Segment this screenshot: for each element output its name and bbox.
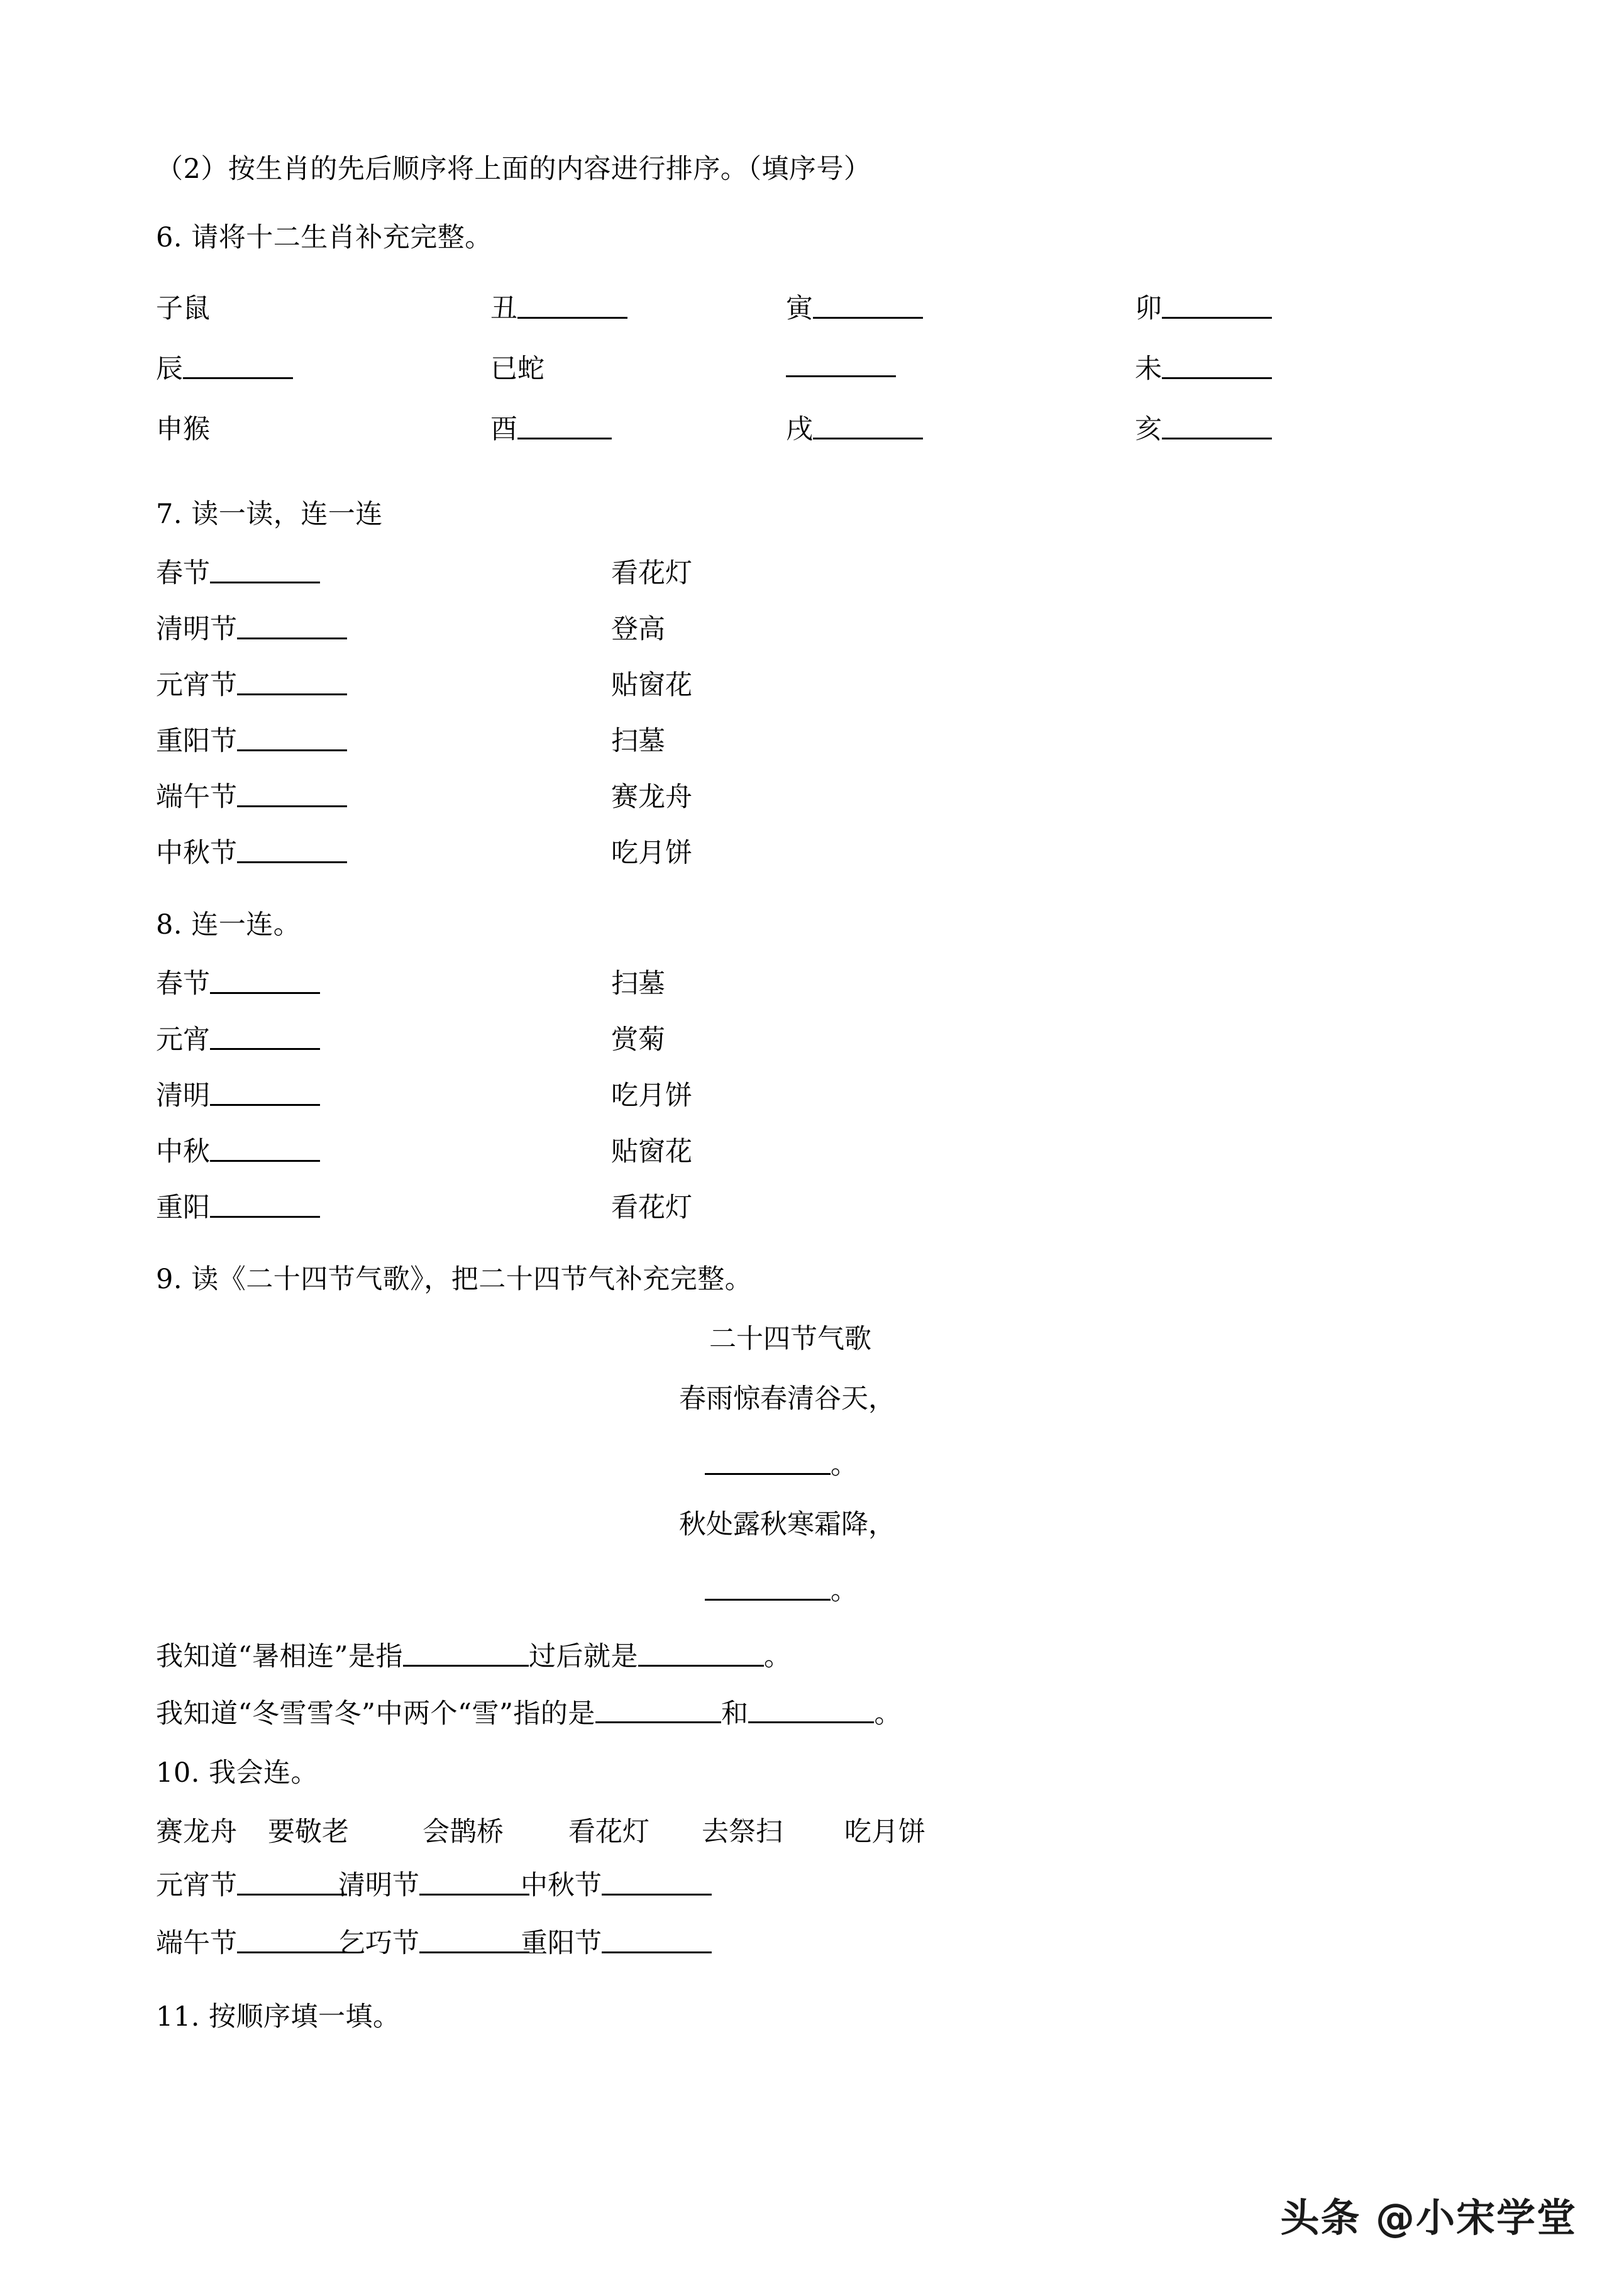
zodiac-label: 未	[1135, 353, 1162, 385]
match-row	[156, 608, 1476, 664]
match-right-item[interactable]: 贴窗花	[611, 1136, 692, 1167]
fill-in-blank[interactable]	[210, 554, 320, 583]
match-left-item[interactable]	[156, 1186, 320, 1225]
match-left-item[interactable]	[156, 776, 347, 814]
zodiac-row	[156, 287, 1476, 348]
fill-in-blank[interactable]	[595, 1694, 721, 1724]
question-2-sub: （2）按生肖的先后顺序将上面的内容进行排序。（填序号）	[156, 153, 871, 185]
zodiac-cell	[786, 287, 923, 326]
know-2-part-a: 我知道“冬雪雪冬”中两个“雪”指的是	[156, 1697, 595, 1730]
fill-in-blank[interactable]	[403, 1637, 529, 1667]
match-row	[156, 1186, 1476, 1242]
fill-in-blank[interactable]	[705, 1445, 831, 1475]
match-row	[156, 552, 1476, 608]
question-9-heading: 9. 读《二十四节气歌》，把二十四节气补充完整。	[156, 1264, 753, 1295]
question-11-heading: 11. 按顺序填一填。	[156, 2001, 400, 2033]
match-left-label: 重阳	[156, 1192, 210, 1223]
know-1-part-c: 。	[763, 1640, 792, 1672]
match-left-label: 清明节	[156, 614, 237, 645]
zodiac-cell	[156, 408, 210, 446]
match-left-label: 清明	[156, 1080, 210, 1112]
word-bank-row	[156, 1811, 1476, 1864]
poem-title: 二十四节气歌	[709, 1323, 871, 1355]
match-left-item[interactable]	[156, 552, 320, 590]
word-bank-item[interactable]: 赛龙舟	[156, 1816, 237, 1848]
poem-line-3: 秋处露秋寒霜降，	[679, 1508, 895, 1540]
zodiac-label: 戌	[786, 414, 813, 445]
festival-label: 元宵节	[156, 1870, 237, 1902]
match-right-item[interactable]: 看花灯	[611, 1192, 692, 1223]
festival-item	[156, 1922, 347, 1960]
zodiac-row	[156, 348, 1476, 408]
fill-in-blank[interactable]	[419, 1924, 529, 1954]
fill-in-blank[interactable]	[237, 610, 347, 639]
zodiac-label: 卯	[1135, 293, 1162, 324]
poem-line-2	[156, 1445, 1476, 1479]
match-left-label: 春节	[156, 968, 210, 1000]
know-1-part-a: 我知道“暑相连”是指	[156, 1640, 403, 1672]
know-statement-1	[156, 1637, 1476, 1670]
zodiac-row	[156, 408, 1476, 468]
word-bank-item[interactable]: 会鹊桥	[423, 1816, 504, 1848]
match-right-item[interactable]: 赏菊	[611, 1024, 665, 1056]
festival-item	[338, 1922, 529, 1960]
poem-line-2-punct: 。	[831, 1449, 858, 1481]
festival-item	[156, 1864, 347, 1902]
festival-row	[156, 1922, 1476, 1980]
fill-in-blank[interactable]	[237, 666, 347, 695]
festival-item	[521, 1864, 712, 1902]
question-7-heading: 7. 读一读，连一连	[156, 499, 383, 530]
match-right-item[interactable]: 扫墓	[611, 726, 665, 757]
festival-label: 中秋节	[521, 1870, 602, 1902]
match-left-label: 端午节	[156, 781, 237, 813]
fill-in-blank[interactable]	[237, 722, 347, 751]
match-left-item[interactable]	[156, 1018, 320, 1057]
fill-in-blank[interactable]	[517, 289, 627, 319]
fill-in-blank[interactable]	[705, 1571, 831, 1601]
fill-in-blank[interactable]	[748, 1694, 874, 1724]
match-row	[156, 1018, 1476, 1074]
question-8-heading: 8. 连一连。	[156, 909, 301, 941]
match-left-item[interactable]	[156, 1074, 320, 1113]
match-row	[156, 963, 1476, 1018]
zodiac-cell	[1135, 348, 1272, 386]
zodiac-cell	[156, 287, 210, 326]
fill-in-blank[interactable]	[210, 1132, 320, 1162]
zodiac-label: 申猴	[156, 414, 210, 445]
match-right-item[interactable]: 看花灯	[611, 558, 692, 589]
fill-in-blank[interactable]	[1162, 350, 1272, 379]
know-1-part-b: 过后就是	[528, 1640, 638, 1672]
zodiac-label: 寅	[786, 293, 813, 324]
zodiac-cell	[1135, 408, 1272, 446]
festival-label: 清明节	[338, 1870, 419, 1902]
fill-in-blank[interactable]	[419, 1867, 529, 1896]
zodiac-label: 酉	[490, 414, 517, 445]
fill-in-blank[interactable]	[237, 1867, 347, 1896]
festival-label: 乞巧节	[338, 1928, 419, 1960]
fill-in-blank[interactable]	[1162, 410, 1272, 439]
match-right-item[interactable]: 扫墓	[611, 968, 665, 1000]
zodiac-cell	[490, 287, 627, 326]
word-bank-item[interactable]: 看花灯	[568, 1816, 649, 1848]
fill-in-blank[interactable]	[602, 1924, 712, 1954]
fill-in-blank[interactable]	[237, 1924, 347, 1954]
match-right-item[interactable]: 赛龙舟	[611, 781, 692, 813]
match-right-item[interactable]: 贴窗花	[611, 670, 692, 701]
question-6-heading: 6. 请将十二生肖补充完整。	[156, 222, 492, 253]
fill-in-blank[interactable]	[517, 410, 612, 439]
festival-item	[521, 1922, 712, 1960]
match-right-item[interactable]: 登高	[611, 614, 665, 645]
word-bank-item[interactable]: 吃月饼	[844, 1816, 925, 1848]
fill-in-blank[interactable]	[210, 1076, 320, 1106]
zodiac-label: 子鼠	[156, 293, 210, 324]
fill-in-blank[interactable]	[210, 1020, 320, 1050]
fill-in-blank[interactable]	[210, 964, 320, 994]
zodiac-cell	[490, 348, 544, 386]
match-row	[156, 1074, 1476, 1130]
match-left-item[interactable]	[156, 832, 347, 870]
question-10-heading: 10. 我会连。	[156, 1757, 319, 1789]
poem-line-4	[156, 1571, 1476, 1604]
match-row	[156, 664, 1476, 720]
match-row	[156, 776, 1476, 832]
festival-row	[156, 1864, 1476, 1922]
match-left-label: 中秋节	[156, 837, 237, 869]
poem-line-1: 春雨惊春清谷天，	[679, 1383, 895, 1415]
match-row	[156, 720, 1476, 776]
zodiac-label: 辰	[156, 353, 183, 385]
zodiac-cell	[1135, 287, 1272, 326]
fill-in-blank[interactable]	[1162, 289, 1272, 319]
fill-in-blank[interactable]	[210, 1188, 320, 1218]
fill-in-blank[interactable]	[638, 1637, 764, 1667]
fill-in-blank[interactable]	[237, 778, 347, 807]
zodiac-label: 已蛇	[490, 353, 544, 385]
zodiac-cell	[490, 408, 612, 446]
match-left-label: 春节	[156, 558, 210, 589]
match-row	[156, 832, 1476, 888]
match-left-item[interactable]	[156, 664, 347, 702]
know-2-part-c: 。	[874, 1697, 902, 1730]
match-left-item[interactable]	[156, 608, 347, 646]
match-left-label: 元宵节	[156, 670, 237, 701]
zodiac-cell	[786, 408, 923, 446]
festival-label: 重阳节	[521, 1928, 602, 1960]
match-right-item[interactable]: 吃月饼	[611, 837, 692, 869]
know-statement-2	[156, 1694, 1476, 1728]
poem-line-4-punct: 。	[831, 1574, 858, 1606]
match-right-item[interactable]: 吃月饼	[611, 1080, 692, 1112]
document-content	[156, 153, 1476, 2033]
match-left-item[interactable]	[156, 963, 320, 1001]
zodiac-cell	[156, 348, 293, 386]
fill-in-blank[interactable]	[237, 834, 347, 863]
fill-in-blank[interactable]	[602, 1867, 712, 1896]
zodiac-label: 亥	[1135, 414, 1162, 445]
match-left-label: 中秋	[156, 1136, 210, 1167]
match-row	[156, 1130, 1476, 1186]
festival-label: 端午节	[156, 1928, 237, 1960]
fill-in-blank[interactable]	[183, 350, 293, 379]
watermark: 头条 @小宋学堂	[1280, 2195, 1577, 2241]
match-left-item[interactable]	[156, 720, 347, 758]
fill-in-blank[interactable]	[813, 410, 923, 439]
match-left-label: 元宵	[156, 1024, 210, 1056]
match-left-label: 重阳节	[156, 726, 237, 757]
fill-in-blank[interactable]	[813, 289, 923, 319]
festival-item	[338, 1864, 529, 1902]
word-bank-item[interactable]: 要敬老	[268, 1816, 349, 1848]
zodiac-label: 丑	[490, 293, 517, 324]
match-left-item[interactable]	[156, 1130, 320, 1169]
fill-in-blank[interactable]	[786, 348, 896, 377]
know-2-part-b: 和	[721, 1697, 749, 1730]
zodiac-cell	[786, 348, 896, 383]
word-bank-item[interactable]: 去祭扫	[702, 1816, 783, 1848]
